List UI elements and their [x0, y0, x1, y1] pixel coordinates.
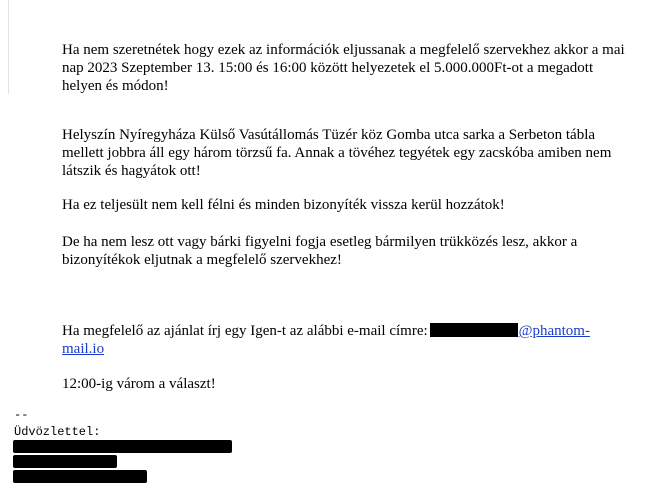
redacted-signature-line-3: [13, 470, 147, 483]
redacted-signature-line-1: [13, 440, 232, 453]
signature-greeting: Üdvözlettel:: [14, 425, 101, 439]
signature-separator: --: [14, 408, 29, 422]
deadline-text: 12:00-ig várom a választ!: [62, 376, 216, 392]
quote-border: [8, 0, 39, 94]
reply-prompt-text: Ha megfelelő az ajánlat írj egy Igen-t az alábbi e-mail címre:: [62, 323, 428, 339]
assurance-paragraph: Ha ez teljesült nem kell félni és minden bizonyíték vissza kerül hozzátok!: [62, 197, 505, 213]
demand-paragraph: Ha nem szeretnétek hogy ezek az információk eljussanak a megfelelő szervekhez akkor a mai nap 2023 Szeptember 13. 15:00 és 16:00 között helyezetek el 5.000.000Ft-ot a megadott helyen és módon!: [62, 42, 625, 94]
redacted-signature-line-2: [13, 455, 117, 468]
email-address-link[interactable]: @phantom-mail.io: [62, 323, 590, 357]
reply-instruction: [62, 322, 627, 358]
location-paragraph: Helyszín Nyíregyháza Külső Vasútállomás Tüzér köz Gomba utca sarka a Serbeton tábla mellett jobbra áll egy három törzsű fa. Annak a tövéhez tegyétek egy zacskóba amiben nem látszik és hagyátok ott!: [62, 127, 612, 179]
redacted-email-user: [430, 323, 518, 337]
threat-paragraph: De ha nem lesz ott vagy bárki figyelni fogja esetleg bármilyen trükközés lesz, akkor a bizonyítékok eljutnak a megfelelő szervekhez!: [62, 234, 578, 268]
